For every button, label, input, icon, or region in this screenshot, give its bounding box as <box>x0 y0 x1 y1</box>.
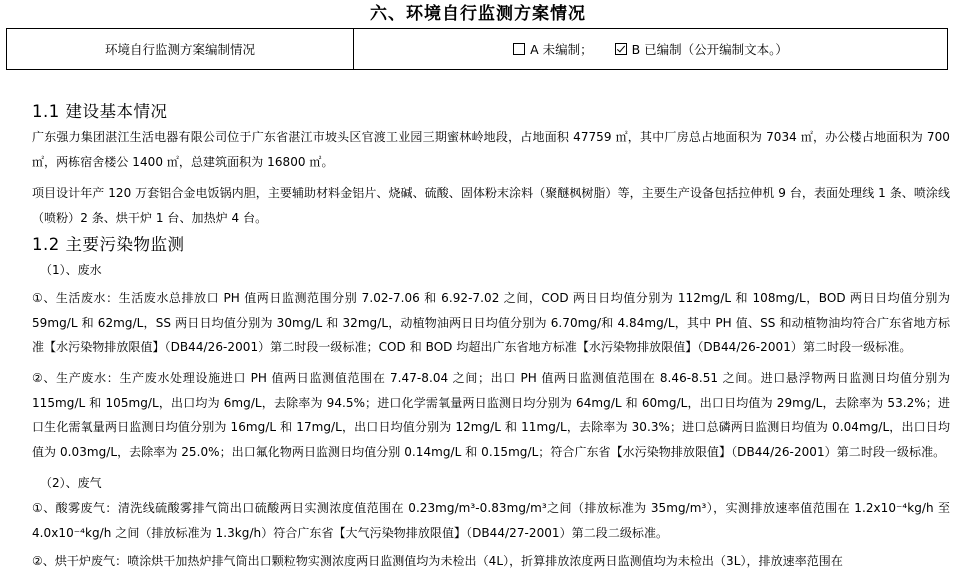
section-title: 六、环境自行监测方案情况 <box>370 4 586 24</box>
subheading-wastewater: （1）、废水 <box>40 263 102 277</box>
status-label: 环境自行监测方案编制情况 <box>7 29 354 69</box>
paragraph-site-info: 广东强力集团湛江生活电器有限公司位于广东省湛江市坡头区官渡工业园三期蜜林岭地段，占地面积 47759 ㎡，其中厂房总占地面积为 7034 ㎡，办公楼占地面积为 700 ㎡，两栋宿舍楼公 1400 ㎡，总建筑面积为 16800 ㎡。 <box>32 130 950 169</box>
heading-1-2: 1.2 主要污染物监测 <box>32 235 185 254</box>
paragraph-production-wastewater: ②、生产废水：生产废水处理设施进口 PH 值两日监测值范围在 7.47-8.04 之间；出口 PH 值两日监测值范围在 8.46-8.51 之间。进口悬浮物两日监测日均值分别为 115mg/L 和 105mg/L，出口均为 6mg/L，去除率为 94.5%；进口化学需氧量两日监测日均分别为 64mg/L 和 60mg/L，出口日均值为 29mg/L，去除率为 53.2%；进口生化需氧量两日监测日均值分别为 16mg/L 和 17mg/L，出口日均值分别为 12mg/L 和 11mg/L，去除率为 30.3%；进口总磷两日监测日均值为 0.04mg/L，出口日均值为 0.03mg/L，去除率为 25.0%；出口氟化物两日监测日均值分别 0.14mg/L 和 0.15mg/L；符合广东省【水污染物排放限值】（DB44/26-2001）第二时段一级标准。 <box>32 371 950 459</box>
option-a-checkbox[interactable] <box>513 43 525 55</box>
paragraph-drying-oven: ②、烘干炉废气：喷涂烘干加热炉排气筒出口颗粒物实测浓度两日监测值均为未检出（4L），折算排放浓度两日监测值均为未检出（3L），排放速率范围在 <box>32 554 843 568</box>
paragraph-production-info: 项目设计年产 120 万套铝合金电饭锅内胆，主要辅助材料金铝片、烧碱、硫酸、固体粉末涂料（聚醚枫树脂）等，主要生产设备包括拉伸机 9 台，表面处理线 1 条、喷涂线（喷粉）2 条、烘干炉 1 台、加热炉 4 台。 <box>32 186 950 225</box>
option-b-checkbox-checked[interactable] <box>615 43 627 55</box>
subheading-exhaust-gas: （2）、废气 <box>40 476 102 490</box>
option-a-label: A 未编制； <box>530 42 593 57</box>
paragraph-acid-mist: ①、酸雾废气：清洗线硫酸雾排气筒出口硫酸两日实测浓度值范围在 0.23mg/m³-0.83mg/m³之间（排放标准为 35mg/m³），实测排放速率值范围在 1.2x10⁻⁴kg/h 至 4.0x10⁻⁴kg/h 之间（排放标准为 1.3kg/h）符合广东省【大气污染物排放限值】（DB44/27-2001）第二段二级标准。 <box>32 501 950 540</box>
option-b[interactable] <box>615 40 788 58</box>
option-a[interactable] <box>513 40 593 58</box>
monitoring-plan-status-table <box>6 28 948 70</box>
option-b-label: B 已编制（公开编制文本。） <box>631 42 788 57</box>
heading-1-1: 1.1 建设基本情况 <box>32 102 168 121</box>
paragraph-domestic-wastewater: ①、生活废水：生活废水总排放口 PH 值两日监测范围分别 7.02-7.06 和 6.92-7.02 之间，COD 两日日均值分别为 112mg/L 和 108mg/L，BOD 两日日均值分别为 59mg/L 和 62mg/L，SS 两日日均值分别为 30mg/L 和 32mg/L，动植物油两日日均值分别为 6.70mg/和 4.84mg/L，其中 PH 值、SS 和动植物油均符合广东省地方标准【水污染物排放限值】（DB44/26-2001）第二时段一级标准；COD 和 BOD 均超出广东省地方标准【水污染物排放限值】（DB44/26-2001）第二时段一级标准。 <box>32 291 950 354</box>
status-options <box>354 29 947 69</box>
